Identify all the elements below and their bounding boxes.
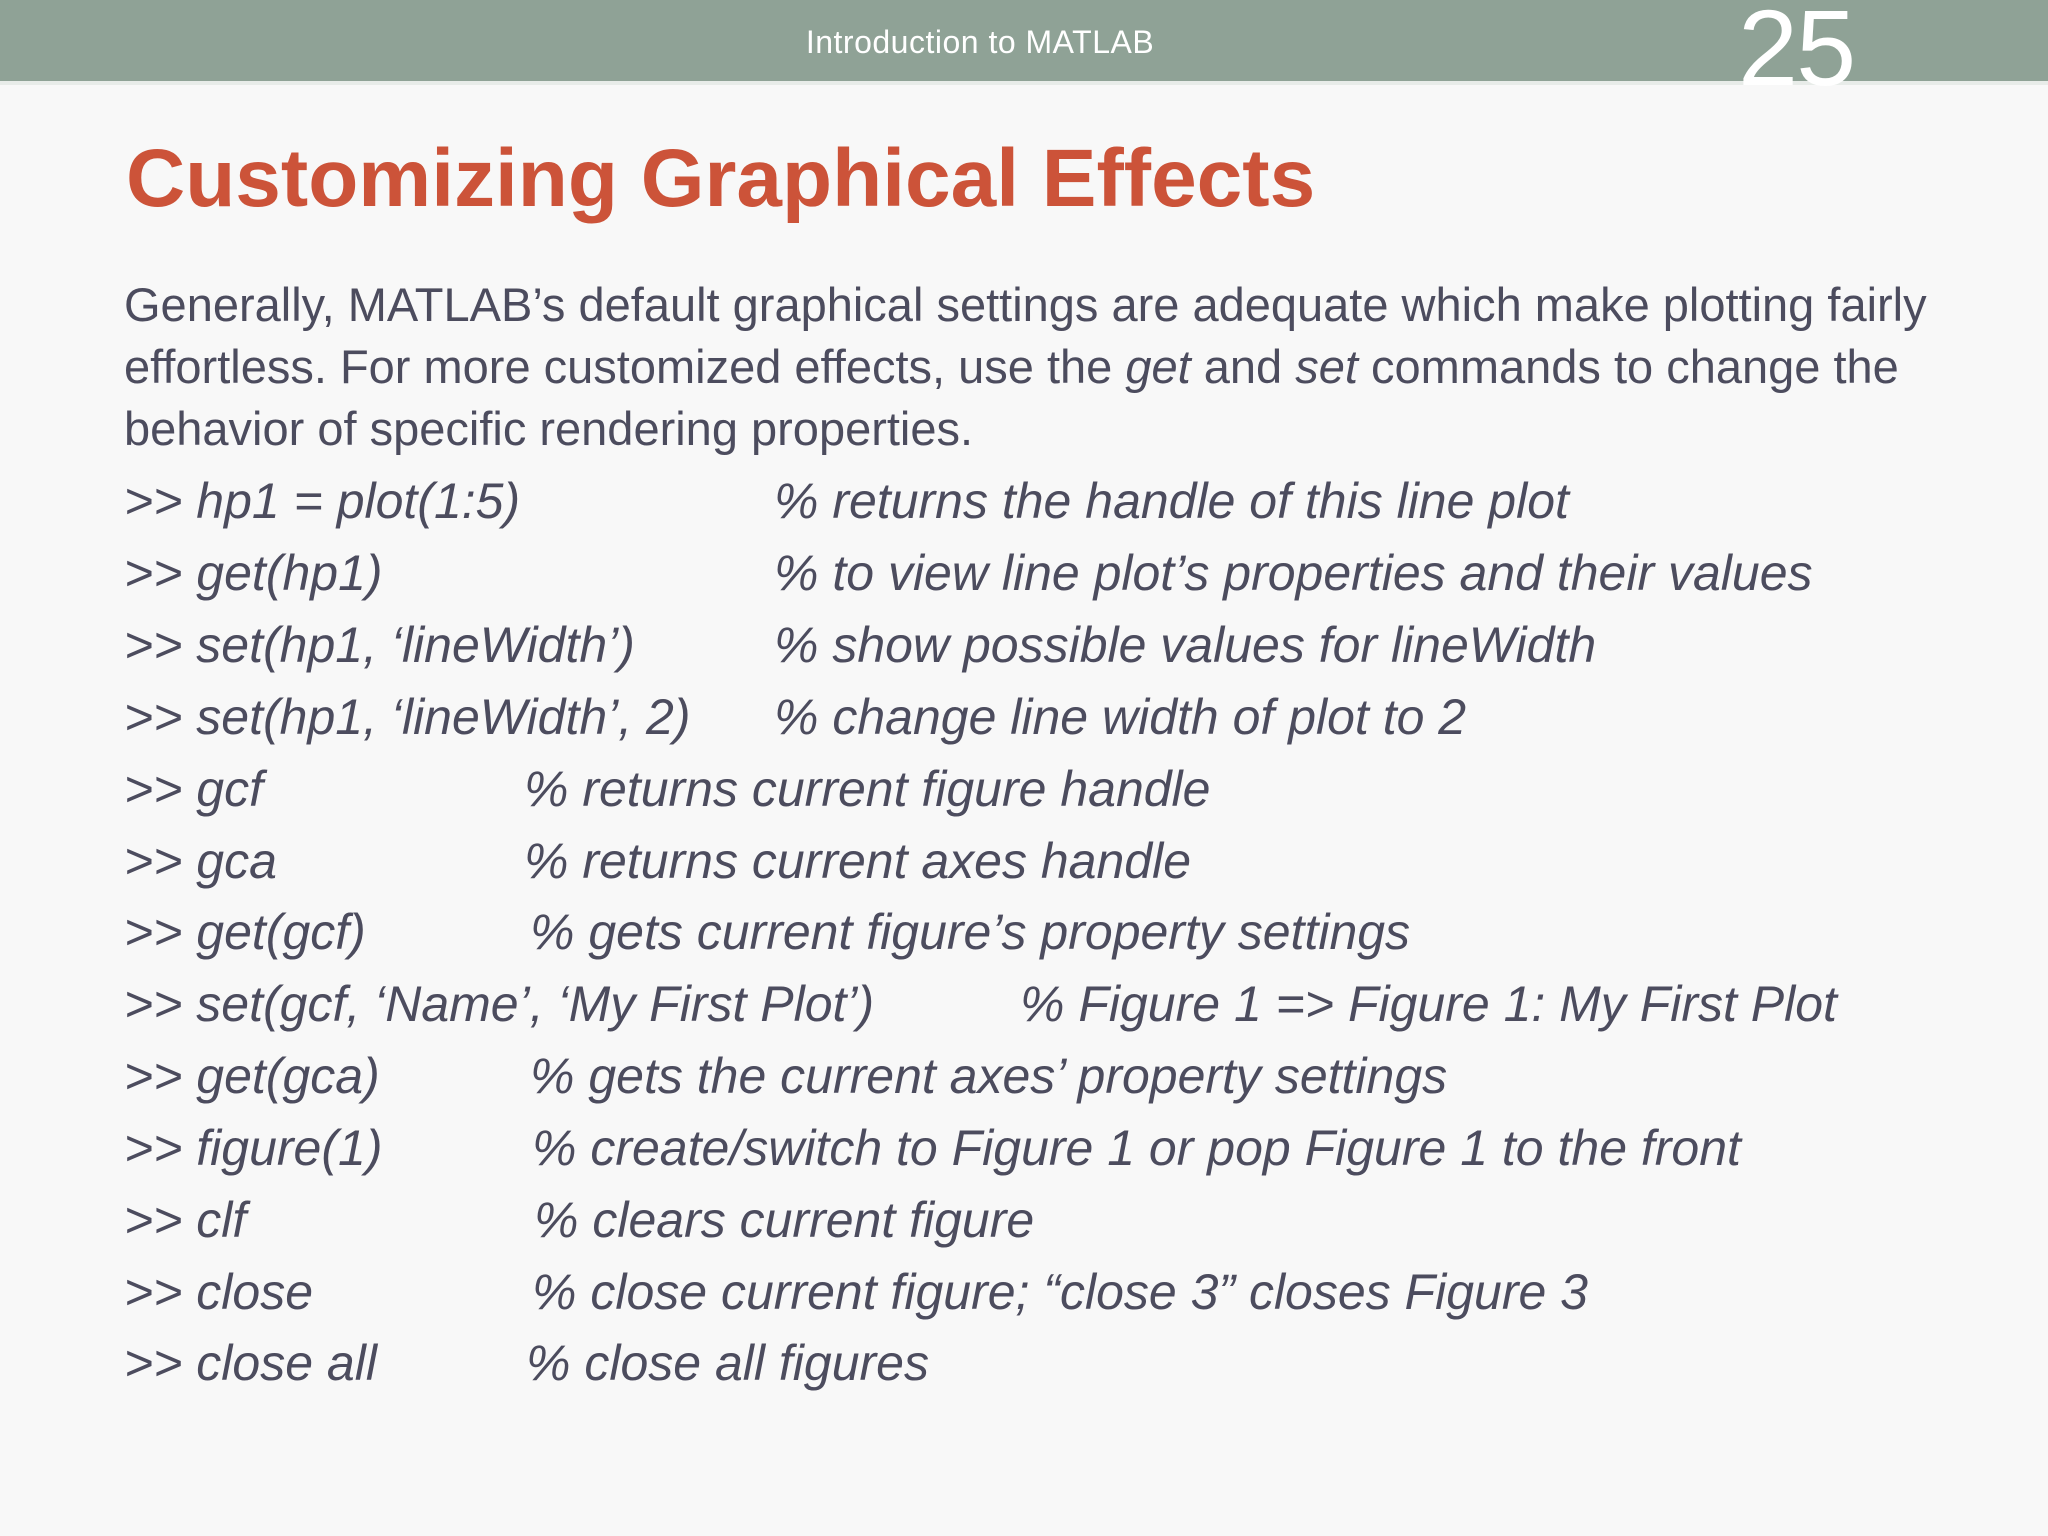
course-title: Introduction to MATLAB (805, 24, 1155, 60)
slide-title: Customizing Graphical Effects (126, 133, 1316, 224)
command-code: >> close all (124, 1335, 377, 1391)
command-code: >> get(hp1) (124, 545, 383, 601)
command-comment: % close current figure; “close 3” closes Figure 3 (532, 1264, 1588, 1320)
command-comment: % returns current axes handle (524, 833, 1192, 889)
intro-text-part1: Generally, MATLAB’s default graphical settings are adequate which make plotting fairly effortless. For more customized effects, use the (124, 278, 1927, 393)
command-code: >> clf (124, 1192, 247, 1248)
command-code: >> close (124, 1264, 314, 1320)
command-code: >> get(gca) (124, 1048, 380, 1104)
command-comment: % gets the current axes’ property settings (530, 1048, 1448, 1104)
command-code: >> set(gcf, ‘Name’, ‘My First Plot’) (124, 976, 875, 1032)
command-code: >> figure(1) (124, 1120, 383, 1176)
command-comment: % close all figures (526, 1335, 929, 1391)
command-comment: % clears current figure (534, 1192, 1035, 1248)
command-code: >> gca (124, 833, 277, 889)
slide-number: 25 (1738, 0, 1855, 108)
intro-and-text: and (1190, 340, 1296, 393)
command-code: >> hp1 = plot(1:5) (124, 473, 521, 529)
command-code: >> set(hp1, ‘lineWidth’, 2) (124, 689, 691, 745)
command-comment: % change line width of plot to 2 (774, 689, 1467, 745)
command-code: >> set(hp1, ‘lineWidth’) (124, 617, 635, 673)
command-comment: % to view line plot’s properties and their values (774, 545, 1813, 601)
intro-get-keyword: get (1125, 340, 1191, 393)
command-code: >> get(gcf) (124, 904, 366, 960)
command-comment: % returns current figure handle (524, 761, 1211, 817)
intro-text-part2: commands to change the behavior of specific rendering properties. (124, 340, 1899, 455)
intro-paragraph (124, 274, 1944, 460)
command-comment: % show possible values for lineWidth (774, 617, 1597, 673)
command-comment: % returns the handle of this line plot (774, 473, 1569, 529)
command-code: >> gcf (124, 761, 263, 817)
command-comment: % create/switch to Figure 1 or pop Figure 1 to the front (532, 1120, 1741, 1176)
command-comment: % Figure 1 => Figure 1: My First Plot (1020, 976, 1837, 1032)
command-comment: % gets current figure’s property settings (530, 904, 1411, 960)
intro-set-keyword: set (1295, 340, 1358, 393)
